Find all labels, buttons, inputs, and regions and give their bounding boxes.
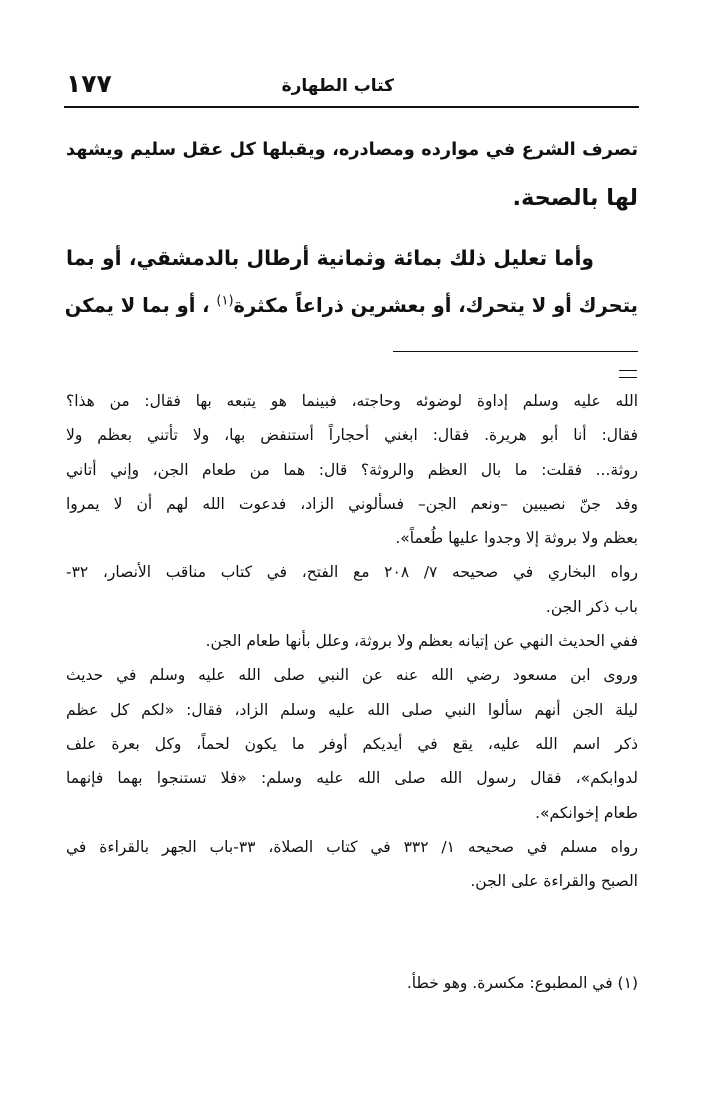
note-line: ففي الحديث النهي عن إتيانه بعظم ولا بروثة، وعلل بأنها طعام الجن. [205,632,638,651]
note-line: وفد جنّ نصيبين –ونعم الجن– فسألوني الزاد، فدعوت الله لهم أن لا يمروا [66,494,638,513]
footnote-reference: (١) [216,293,234,309]
main-text [66,126,638,330]
note-line: طعام إخوانكم». [535,803,638,822]
main-text-line: تصرف الشرع في موارده ومصادره، ويقبلها كل عقل سليم ويشهد [66,140,638,160]
continuation-mark [619,370,637,378]
note-line: رواه البخاري في صحيحه ٧/ ٢٠٨ مع الفتح، في كتاب مناقب الأنصار، ٣٢- [66,563,638,582]
header-rule [64,106,639,108]
note-line: باب ذكر الجن. [545,597,638,616]
running-header [66,70,637,104]
note-line: ذكر اسم الله عليه، يقع في أيديكم أوفر ما يكون لحماً، وكل بعرة علف [66,734,638,753]
page-number: ١٧٧ [66,69,112,98]
main-text-line [66,234,638,282]
footnote-separator [393,351,638,352]
note-line: رواه مسلم في صحيحه ١/ ٣٣٢ في كتاب الصلاة، ٣٣-باب الجهر بالقراءة في [66,837,638,856]
main-text-line [66,282,638,330]
note-line: الصبح والقراءة على الجن. [470,872,638,891]
paragraph-line-end: ، أو بما لا يمكن [64,294,210,317]
main-text-line: لها بالصحة. [512,185,638,211]
note-line: وروى ابن مسعود رضي الله عنه عن النبي صلى الله عليه وسلم في حديث [66,666,638,685]
note-line: ليلة الجن أنهم سألوا النبي صلى الله عليه وسلم الزاد، فقال: «لكم كل عظم [66,700,638,719]
note-line: لدوابكم»، فقال رسول الله صلى الله عليه وسلم: «فلا تستنجوا بهما فإنهما [66,769,638,788]
footnote: (١) في المطبوع: مكسرة. وهو خطأ. [406,974,638,992]
notes-text [66,384,638,898]
paragraph-line-start: يتحرك أو لا يتحرك، أو بعشرين ذراعاً مكثرة [233,294,638,317]
note-line: الله عليه وسلم إداوة لوضوئه وحاجته، فبينما هو يتبعه بها فقال: من هذا؟ [66,392,638,410]
paragraph-line: وأما تعليل ذلك بمائة وثمانية أرطال بالدمشقي، أو بما [66,246,594,270]
note-line: روثة... فقلت: ما بال العظم والروثة؟ قال: هما من طعام الجن، وإني أتاني [66,460,638,479]
note-line: بعظم ولا بروثة إلا وجدوا عليها طُعماً». [395,529,638,548]
chapter-title: كتاب الطهارة [281,76,394,96]
note-line: فقال: أنا أبو هريرة. فقال: ابغني أحجاراً أستنفض بها، ولا تأتني بعظم ولا [66,426,638,445]
